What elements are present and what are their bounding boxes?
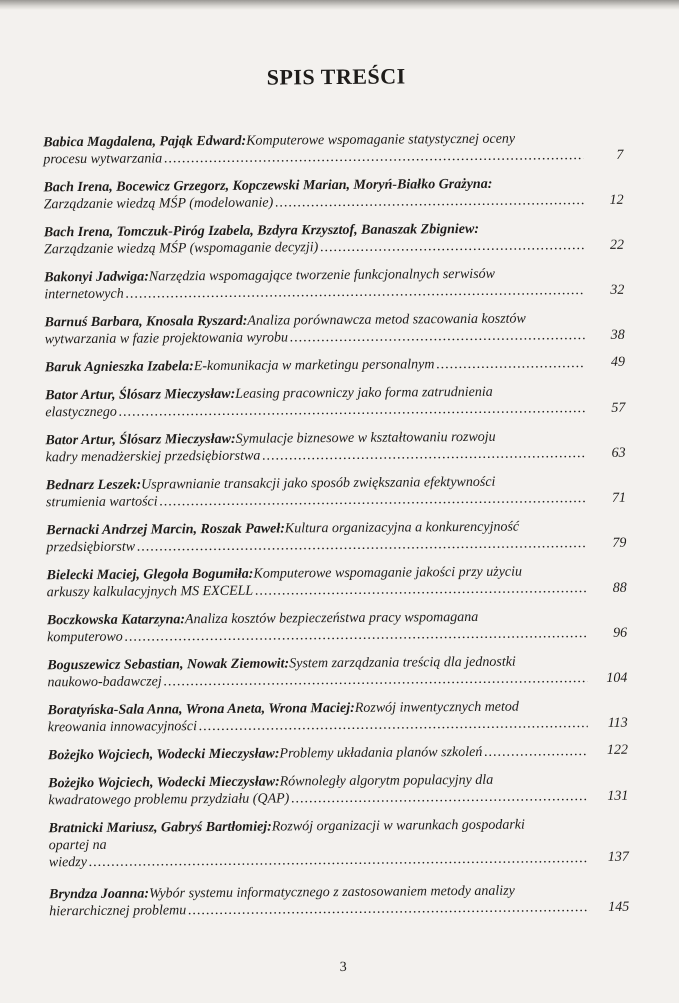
entry-title-cont: komputerowo	[47, 629, 123, 646]
toc-entry	[47, 563, 627, 613]
entry-title: Problemy układania planów szkoleń	[279, 744, 483, 762]
toc-entry	[49, 882, 629, 932]
toc-entry	[46, 473, 626, 523]
entry-page: 145	[608, 899, 630, 915]
toc-entry	[43, 175, 623, 225]
entry-page: 122	[606, 742, 629, 758]
entry-authors: Bach Irena, Tomczuk-Piróg Izabela, Bzdyra Krzysztof, Banaszak Zbigniew:	[43, 221, 480, 241]
entry-authors: Boczkowska Katarzyna:	[46, 612, 186, 629]
entry-title-cont: kadry menadżerskiej przedsiębiorstwa	[45, 448, 261, 466]
entry-title-cont: kreowania innowacyjności	[47, 719, 198, 736]
entry-title: Rozwój organizacji w warunkach gospodarki	[271, 817, 525, 835]
entry-title: Analiza kosztów bezpieczeństwa pracy wspomagana	[184, 609, 479, 628]
entry-page: 49	[610, 354, 625, 370]
toc-entry	[45, 355, 625, 388]
leader-dots	[275, 192, 584, 211]
leader-dots	[119, 400, 586, 421]
entry-page: 88	[612, 580, 627, 596]
leader-dots	[164, 670, 588, 690]
leader-dots	[164, 147, 583, 167]
toc-entry	[45, 383, 625, 433]
entry-authors: Bryndza Joanna:	[49, 886, 150, 903]
entry-page: 32	[610, 282, 625, 298]
page-title: SPIS TREŚCI	[266, 63, 406, 90]
toc-list	[43, 130, 629, 932]
toc-entry	[48, 771, 628, 821]
entry-title-cont: kwadratowego problemu przydziału (QAP)	[48, 791, 290, 809]
toc-entry	[43, 130, 623, 180]
entry-title: Zarządzanie wiedzą MŚP (wspomaganie decyzji)	[43, 240, 319, 258]
page-number: 3	[339, 959, 347, 976]
entry-title-cont: strumienia wartości	[45, 494, 158, 511]
entry-authors: Bator Artur, Ślósarz Mieczysław:	[45, 386, 236, 404]
leader-dots	[320, 237, 584, 256]
entry-authors: Bernacki Andrzej Marcin, Roszak Paweł:	[46, 521, 285, 539]
entry-title-cont: przedsiębiorstw	[46, 539, 136, 556]
entry-authors: Bakonyi Jadwiga:	[44, 269, 149, 286]
leader-dots	[436, 355, 585, 373]
entry-authors: Barnuś Barbara, Knosala Ryszard:	[44, 313, 248, 331]
entry-authors: Bach Irena, Bocewicz Grzegorz, Kopczewski Marian, Moryń-Białko Grażyna:	[43, 176, 493, 196]
entry-title-cont: opartej na	[48, 837, 107, 854]
toc-entry	[48, 698, 628, 748]
leader-dots	[126, 282, 585, 303]
leader-dots	[291, 788, 588, 807]
entry-page: 104	[606, 670, 628, 686]
toc-entry	[44, 265, 624, 315]
entry-authors: Baruk Agnieszka Izabela:	[44, 359, 194, 376]
leader-dots	[262, 445, 585, 465]
entry-page: 137	[607, 849, 629, 865]
leader-dots	[137, 535, 586, 556]
entry-title: Równoległy algorytm populacyjny dla	[279, 772, 494, 790]
entry-authors: Bożejko Wojciech, Wodecki Mieczysław:	[48, 774, 280, 792]
entry-title: Kultura organizacyjna a konkurencyjność	[284, 519, 520, 537]
entry-title-cont: wiedzy	[48, 854, 88, 871]
entry-title-cont: wytwarzania w fazie projektowania wyrobu	[44, 330, 288, 348]
entry-authors: Bielecki Maciej, Glegoła Bogumiła:	[46, 566, 254, 584]
entry-page: 38	[610, 327, 625, 343]
entry-page: 131	[607, 788, 629, 804]
entry-title: Analiza porównawcza metod szacowania kosztów	[247, 311, 526, 329]
entry-page: 12	[609, 192, 624, 208]
leader-dots	[484, 743, 588, 761]
entry-title: Komputerowe wspomaganie statystycznej oceny	[246, 131, 516, 149]
entry-authors: Babica Magdalena, Pająk Edward:	[43, 133, 247, 151]
entry-title-cont: procesu wytwarzania	[43, 151, 163, 168]
entry-title: Narzędzia wspomagające tworzenie funkcjonalnych serwisów	[148, 266, 496, 285]
entry-title: Komputerowe wspomaganie jakości przy użyciu	[253, 564, 523, 582]
entry-page: 71	[611, 490, 627, 506]
leader-dots	[188, 899, 589, 919]
entry-page: 63	[611, 445, 626, 461]
leader-dots	[290, 327, 585, 346]
entry-title: Symulacje biznesowe w kształtowaniu rozwoju	[235, 429, 496, 447]
toc-entry	[48, 743, 628, 776]
entry-authors: Boratyńska-Sala Anna, Wrona Aneta, Wrona Maciej:	[47, 700, 355, 719]
entry-title-cont: naukowo-badawczej	[47, 674, 162, 691]
entry-title: Rozwój inwentycznych metod	[354, 699, 519, 716]
entry-authors: Bożejko Wojciech, Wodecki Mieczysław:	[47, 746, 280, 764]
entry-authors: Bednarz Leszek:	[45, 477, 142, 494]
entry-title: Zarządzanie wiedzą MŚP (modelowanie)	[43, 195, 274, 213]
entry-title: Leasing pracowniczy jako forma zatrudnienia	[235, 384, 493, 402]
entry-page: 22	[609, 237, 625, 253]
toc-entry	[47, 608, 627, 658]
toc-entry	[46, 518, 626, 568]
entry-page: 7	[616, 147, 624, 163]
leader-dots	[255, 580, 587, 600]
toc-entry	[45, 428, 625, 478]
leader-dots	[199, 715, 588, 735]
toc-entry	[49, 816, 630, 887]
entry-title-cont: elastycznego	[45, 404, 117, 421]
entry-authors: Bratnicki Mariusz, Gabryś Bartłomiej:	[48, 819, 272, 837]
entry-title: E-komunikacja w marketingu personalnym	[193, 357, 435, 375]
entry-title-cont: arkuszy kalkulacyjnych MS EXCELL	[46, 583, 254, 601]
entry-page: 57	[611, 400, 626, 416]
entry-title-cont: hierarchicznej problemu	[49, 903, 187, 920]
leader-dots	[125, 625, 587, 646]
toc-entry	[45, 310, 625, 360]
entry-title: System zarządzania treścią dla jednostki	[289, 654, 516, 672]
leader-dots	[160, 490, 586, 510]
toc-entry	[44, 220, 624, 270]
entry-title: Usprawnianie transakcji jako sposób zwiększania efektywności	[141, 474, 496, 493]
entry-page: 96	[612, 625, 628, 641]
entry-authors: Boguszewicz Sebastian, Nowak Ziemowit:	[47, 656, 290, 674]
toc-entry	[47, 653, 627, 703]
entry-title: Wybór systemu informatycznego z zastosowaniem metody analizy	[148, 883, 515, 902]
leader-dots	[89, 850, 589, 871]
entry-authors: Bator Artur, Ślósarz Mieczysław:	[45, 431, 236, 449]
entry-page: 113	[607, 715, 628, 731]
entry-title-cont: internetowych	[44, 286, 124, 303]
entry-page: 79	[612, 535, 627, 551]
